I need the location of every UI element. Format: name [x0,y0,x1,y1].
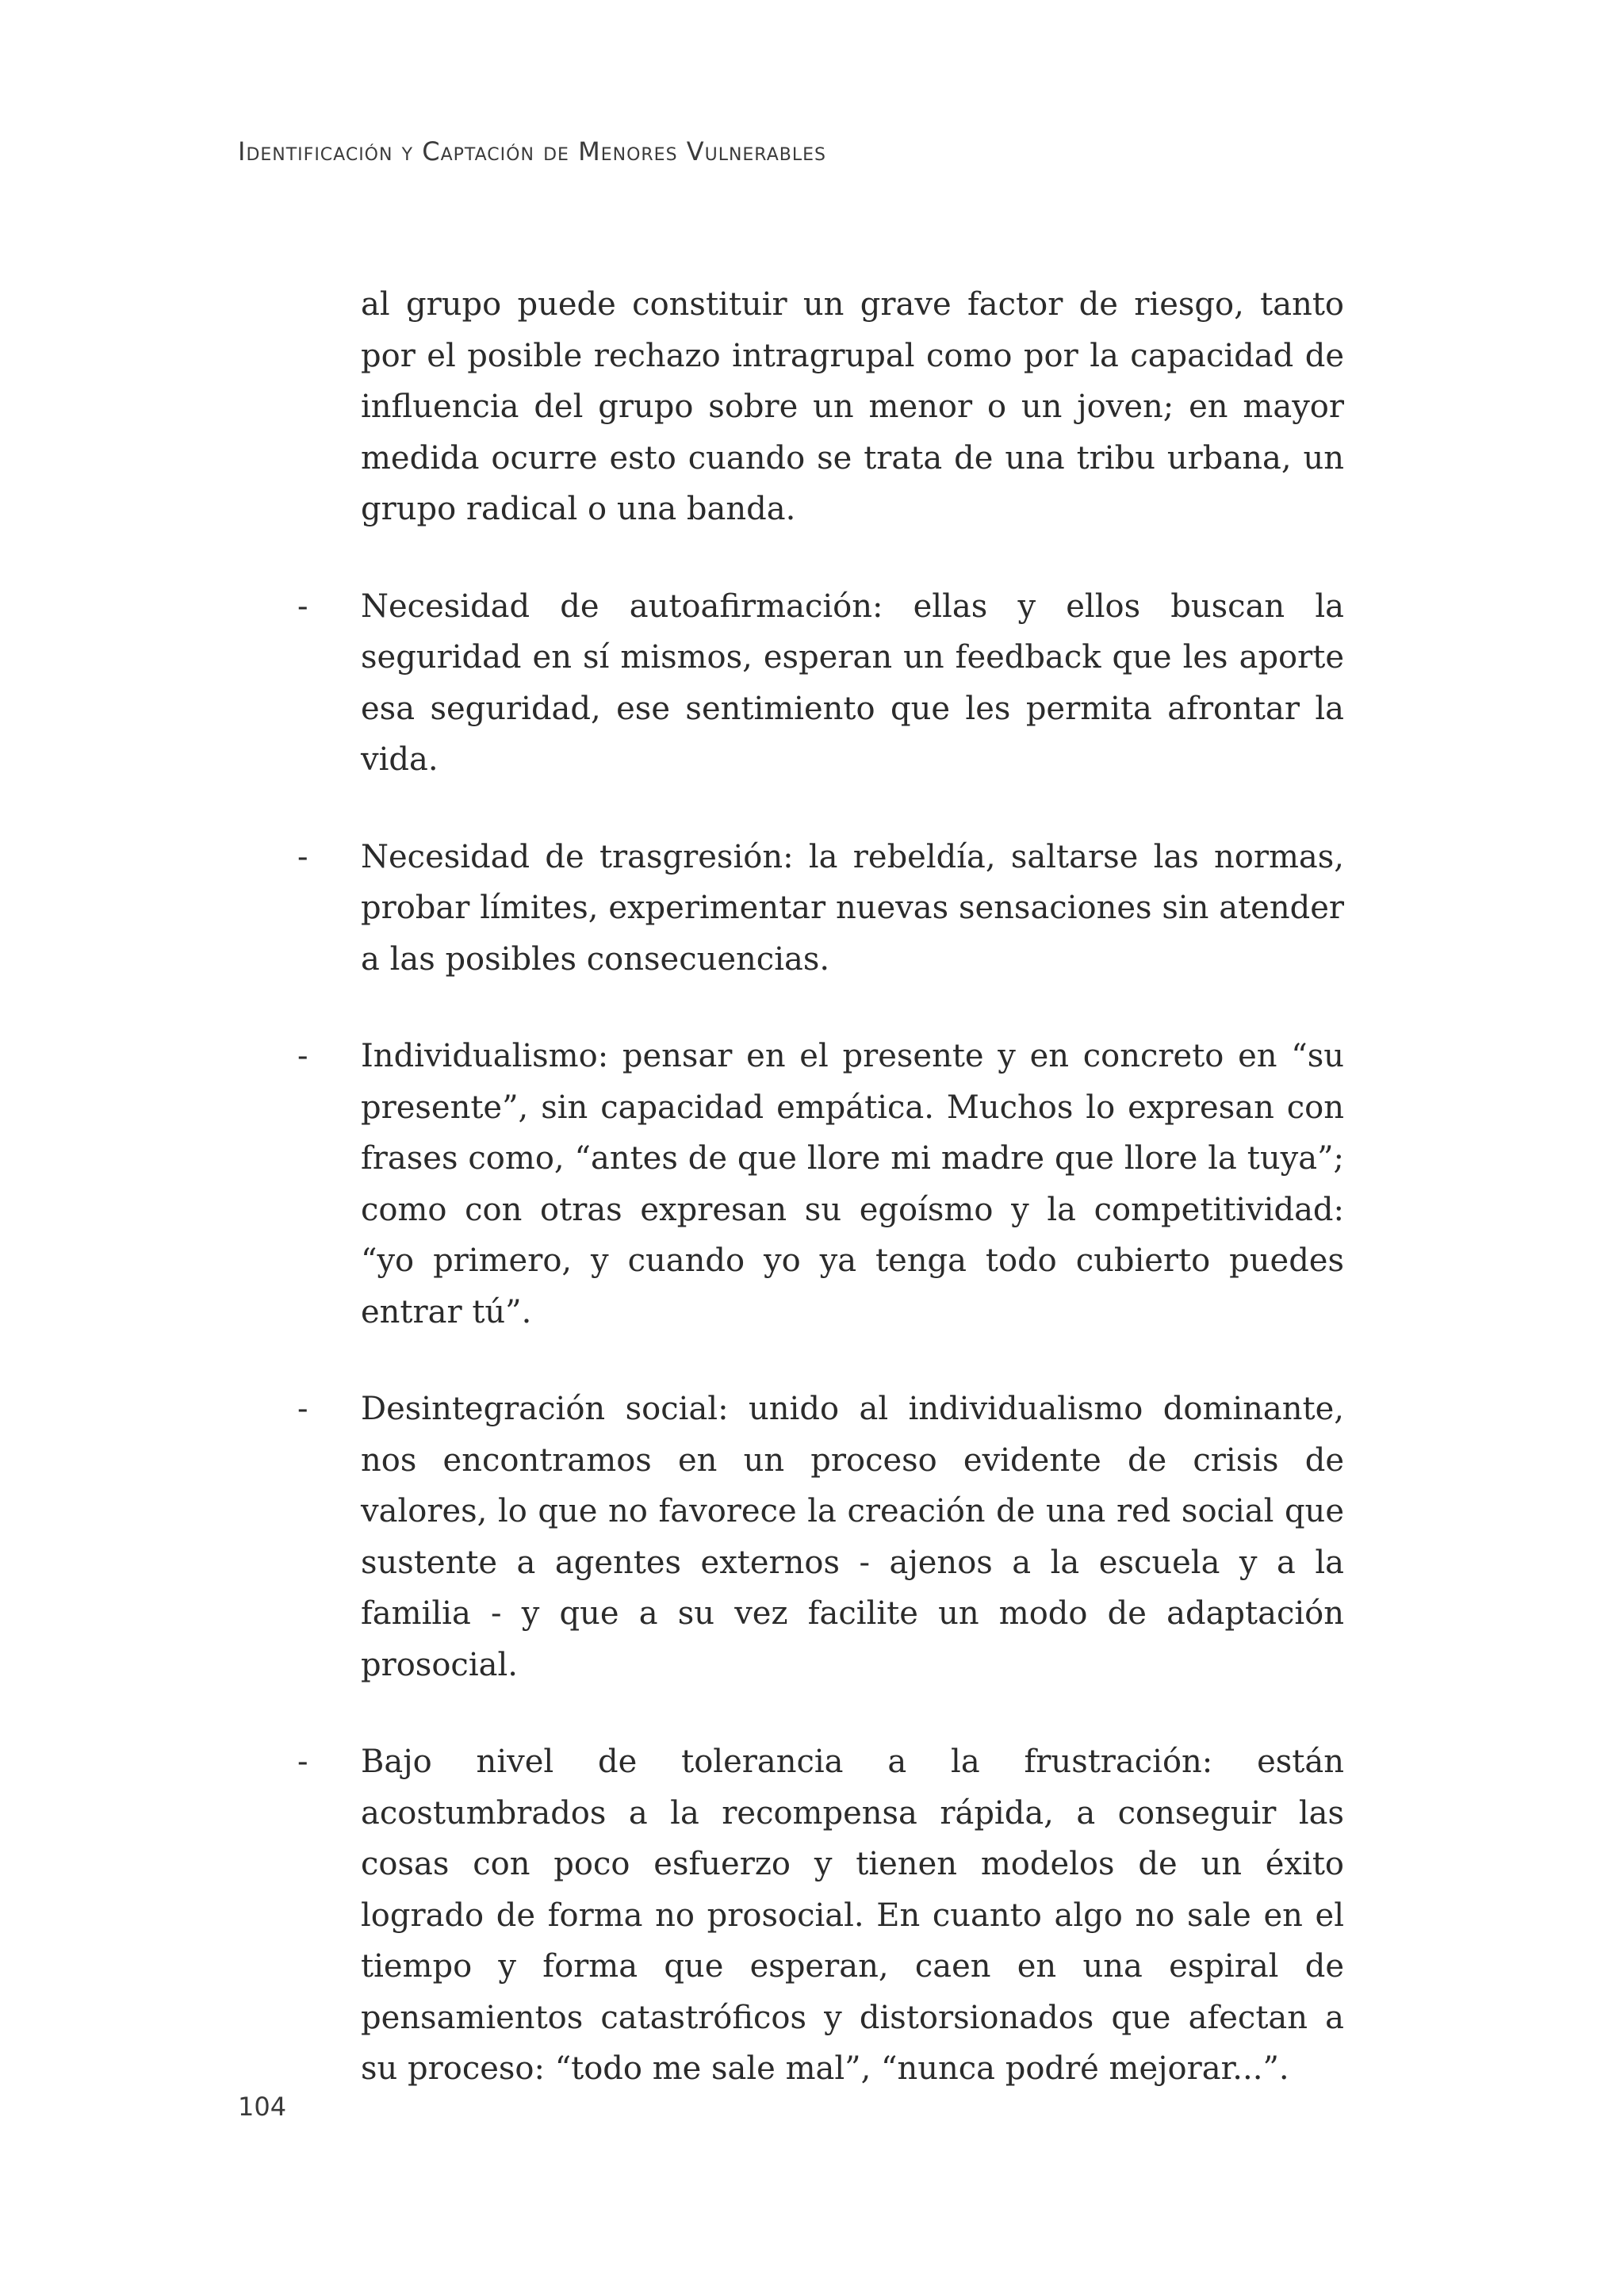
list-item-text: Bajo nivel de tolerancia a la frustración: están acostumbrados a la recompensa rápida, a conseguir las cosas con poco esfuerzo y tienen modelos de un éxito logrado de forma no prosocial. En cuanto algo no sale en el tiempo y forma que esperan, caen en una espiral de pensamientos catastróficos y distorsionados que afectan a su proceso: “todo me sale mal”, “nunca podré mejorar...”. [361,1744,1344,2087]
list-item-text: Individualismo: pensar en el presente y en concreto en “su presente”, sin capacidad empática. Muchos lo expresan con frases como, “antes de que llore mi madre que llore la tuya”; como con otras expresan su egoísmo y la competitividad: “yo primero, y cuando yo ya tenga todo cubierto puedes entrar tú”. [361,1038,1344,1330]
body-text [297,279,1344,2141]
list-item [297,1384,1344,1690]
continuation-paragraph: al grupo puede constituir un grave factor de riesgo, tanto por el posible rechazo intragrupal como por la capacidad de influencia del grupo sobre un menor o un joven; en mayor medida ocurre esto cuando se trata de una tribu urbana, un grupo radical o una banda. [361,286,1344,527]
list-item-text: Necesidad de autoafirmación: ellas y ellos buscan la seguridad en sí mismos, esperan un feedback que les aporte esa seguridad, ese sentimiento que les permita afrontar la vida. [361,588,1344,778]
list-item [297,1736,1344,2095]
bullet-dash: - [297,1744,308,1780]
list-item [297,581,1344,786]
bullet-dash: - [297,1038,308,1074]
list-item-text: Desintegración social: unido al individualismo dominante, nos encontramos en un proceso evidente de crisis de valores, lo que no favorece la creación de una red social que sustente a agentes externos - ajenos a la escuela y a la familia - y que a su vez facilite un modo de adaptación prosocial. [361,1391,1344,1683]
page-number: 104 [238,2092,287,2122]
bullet-dash: - [297,1391,308,1427]
list-item-text: Necesidad de trasgresión: la rebeldía, saltarse las normas, probar límites, experimentar nuevas sensaciones sin atender a las posibles consecuencias. [361,838,1344,978]
list-item [297,1031,1344,1338]
list-item [297,832,1344,986]
running-header: Identificación y Captación de Menores Vulnerables [238,136,826,167]
bullet-dash: - [297,588,308,625]
bullet-dash: - [297,838,308,875]
